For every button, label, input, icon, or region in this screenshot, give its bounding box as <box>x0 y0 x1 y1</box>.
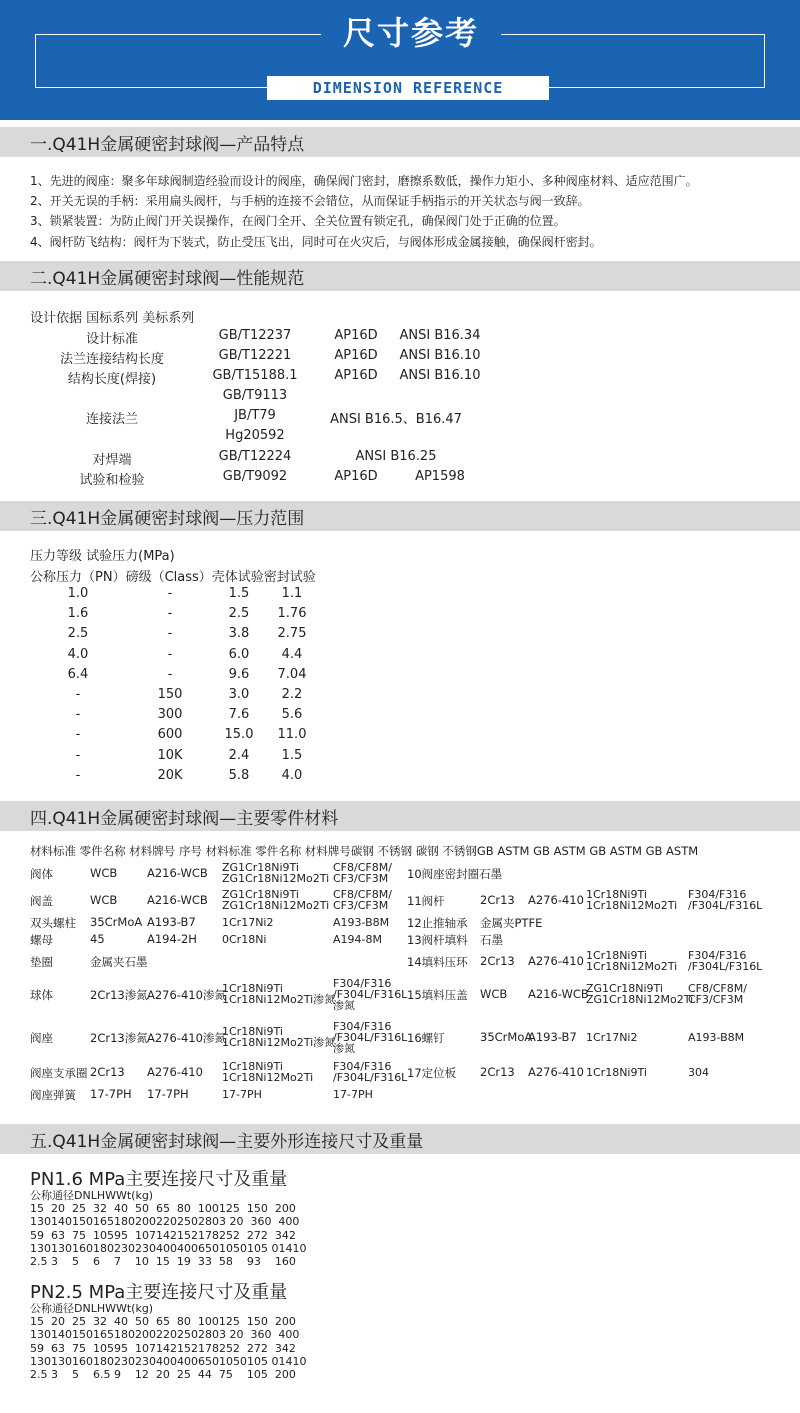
spec-cell: 连接法兰 <box>85 412 138 427</box>
material-cell-line: F304/F316 <box>333 1019 392 1033</box>
dims-line: 1301401501651802002202502803 20 360 400 <box>30 1215 300 1229</box>
material-cell: 12止推轴承 <box>407 916 468 930</box>
material-cell: 球体 <box>30 988 53 1002</box>
material-cell-line: CF8/CF8M/ <box>333 861 392 874</box>
spec-cell: AP16D <box>334 348 378 363</box>
material-cell: A193-B7 <box>528 1030 577 1044</box>
material-cell-line: ZG1Cr18Ni12Mo2Ti <box>222 899 330 912</box>
pressure-cell: 300 <box>157 707 183 723</box>
dims-title-pn25: PN2.5 MPa主要连接尺寸及重量 <box>30 1282 288 1303</box>
spec-cell: GB/T12224 <box>218 449 292 464</box>
section-bar-pressure <box>0 501 800 531</box>
material-cell: 双头螺柱 <box>30 916 76 930</box>
dims-line: 公称通径DNLHWWt(kg) <box>30 1189 154 1202</box>
material-cell: 2Cr13渗氮 <box>90 1031 148 1045</box>
pressure-header-2: 公称压力（PN）磅级（Class）壳体试验密封试验 <box>30 570 316 585</box>
material-cell-line: /F304L/F316L <box>688 960 763 973</box>
spec-cell: GB/T9092 <box>222 469 288 484</box>
spec-cell: AP16D <box>334 469 378 484</box>
material-cell: 金属夹PTFE <box>480 916 543 930</box>
pressure-cell: 2.75 <box>277 626 307 642</box>
material-cell-line: 渗氮 <box>333 998 355 1012</box>
material-cell: A194-2H <box>147 932 197 946</box>
material-cell-line: /F304L/F316L <box>688 899 763 912</box>
material-cell-line: 1Cr17Ni2 <box>222 915 274 929</box>
material-cell: 金属夹石墨 <box>90 955 148 969</box>
material-cell-line: 1Cr18Ni12Mo2Ti <box>586 960 678 973</box>
dims-line: 15 20 25 32 40 50 65 80 100125 150 200 <box>30 1202 296 1216</box>
material-cell: A276-410渗氮 <box>147 1031 226 1045</box>
dims-line: 公称通径DNLHWWt(kg) <box>30 1302 154 1315</box>
material-cell-line: A193-B8M <box>333 915 390 929</box>
pressure-cell: 2.4 <box>228 747 250 763</box>
pressure-cell: 1.1 <box>281 586 303 601</box>
dims-line: 2.5 3 5 6 7 10 15 19 33 58 93 160 <box>30 1255 296 1268</box>
material-cell: 螺母 <box>30 933 53 947</box>
material-cell: WCB <box>90 866 118 880</box>
spec-cell: 法兰连接结构长度 <box>59 352 164 367</box>
spec-cell: GB/T9113 <box>222 388 288 403</box>
dims-line: 59 63 75 10595 107142152178252 272 342 <box>30 1341 296 1355</box>
dims-line: 2.5 3 5 6.5 9 12 20 25 44 75 105 200 <box>30 1368 296 1381</box>
spec-cell: AP16D <box>334 368 378 383</box>
materials-header: 材料标准 零件名称 材料牌号 序号 材料标准 零件名称 材料牌号碳钢 不锈钢 碳钢 不锈钢GB ASTM GB ASTM GB ASTM GB ASTM <box>30 844 699 858</box>
pressure-cell: 6.0 <box>228 646 250 662</box>
material-cell: 15填料压盖 <box>407 988 468 1002</box>
pressure-cell: 1.0 <box>67 586 89 601</box>
material-cell-line: 1Cr17Ni2 <box>586 1030 638 1044</box>
pressure-cell: 9.6 <box>228 666 250 682</box>
material-cell: 阀座 <box>30 1031 53 1045</box>
material-cell: 14填料压环 <box>407 955 468 969</box>
spec-cell: ANSI B16.10 <box>399 348 481 363</box>
material-cell: A216-WCB <box>528 987 589 1001</box>
material-cell: 13阀杆填料 <box>407 933 468 947</box>
material-cell: 17-7PH <box>90 1087 132 1101</box>
material-cell-line: ZG1Cr18Ni9Ti <box>222 861 299 874</box>
banner-frame-line-left <box>35 34 321 35</box>
spec-cell: AP1598 <box>415 469 465 484</box>
pressure-cell: 1.6 <box>67 606 89 622</box>
material-cell-line: F304/F316 <box>333 1060 392 1073</box>
pressure-cell: - <box>167 586 173 601</box>
pressure-cell: 4.0 <box>281 767 303 783</box>
pressure-cell: 3.8 <box>228 626 250 642</box>
dims-line: 59 63 75 10595 107142152178252 272 342 <box>30 1228 296 1242</box>
pressure-cell: 2.5 <box>228 606 250 622</box>
material-cell-line: 304 <box>688 1065 709 1079</box>
material-cell-line: CF3/CF3M <box>333 899 389 912</box>
section-bar-dimensions <box>0 1124 800 1154</box>
pressure-cell: 3.0 <box>228 687 250 702</box>
feature-line: 2、开关无误的手柄：采用扁头阀杆，与手柄的连接不会错位，从而保证手柄指示的开关状态与阀一致辞。 <box>30 194 590 208</box>
material-cell-line: /F304L/F316L <box>333 1071 408 1084</box>
section-title: 三.Q41H金属硬密封球阀—压力范围 <box>30 509 305 529</box>
banner-title: 尺寸参考 <box>342 14 479 52</box>
pressure-cell: 600 <box>157 727 183 743</box>
material-cell-line: 1Cr18Ni12Mo2Ti渗氮 <box>222 1036 336 1049</box>
pressure-cell: - <box>167 666 173 682</box>
dims-line: 1301401501651802002202502803 20 360 400 <box>30 1328 300 1342</box>
spec-cell: GB/T12221 <box>218 348 292 363</box>
pressure-cell: 20K <box>157 767 183 783</box>
material-cell-line: 17-7PH <box>222 1087 262 1101</box>
feature-line: 3、锁紧装置：为防止阀门开关误操作，在阀门全开、全关位置有锁定孔，确保阀门处于正确的位置。 <box>30 214 566 228</box>
spec-header: 设计依据 国标系列 美标系列 <box>30 311 195 326</box>
material-cell: 17-7PH <box>147 1087 189 1101</box>
dims-line: 15 20 25 32 40 50 65 80 100125 150 200 <box>30 1315 296 1329</box>
material-cell: 阀座弹簧 <box>30 1088 76 1102</box>
spec-cell: GB/T15188.1 <box>212 368 298 383</box>
material-cell: 17定位板 <box>407 1066 457 1080</box>
spec-cell: 试验和检验 <box>79 473 145 488</box>
material-cell: 阀体 <box>30 867 53 881</box>
material-cell: 2Cr13渗氮 <box>90 988 148 1002</box>
material-cell-line: 17-7PH <box>333 1087 373 1101</box>
material-cell-line: 1Cr18Ni9Ti <box>586 1065 647 1079</box>
pressure-cell: - <box>75 767 81 783</box>
material-cell-line: CF8/CF8M/ <box>333 888 392 901</box>
material-cell-line: F304/F316 <box>333 976 392 990</box>
spec-cell: 对焊端 <box>92 453 132 468</box>
pressure-cell: 7.04 <box>277 666 307 682</box>
material-cell-line: 0Cr18Ni <box>222 932 267 946</box>
material-cell-line: ZG1Cr18Ni9Ti <box>586 982 663 995</box>
material-cell: A193-B7 <box>147 915 196 929</box>
pressure-header-1: 压力等级 试验压力(MPa) <box>30 549 175 564</box>
header-banner <box>0 0 800 120</box>
pressure-cell: 150 <box>157 687 183 702</box>
spec-cell: AP16D <box>334 328 378 343</box>
material-cell: 2Cr13 <box>480 1065 515 1079</box>
material-cell-line: /F304L/F316L <box>333 1030 408 1044</box>
pressure-cell: 4.4 <box>281 646 303 662</box>
material-cell-line: 1Cr18Ni9Ti <box>222 982 283 995</box>
pressure-cell: 5.8 <box>228 767 250 783</box>
material-cell-line: 渗氮 <box>333 1041 355 1055</box>
spec-cell: GB/T12237 <box>218 328 292 343</box>
material-cell: A276-410 <box>528 954 584 968</box>
spec-cell: Hg20592 <box>225 428 285 443</box>
feature-line: 4、阀杆防飞结构：阀杆为下装式，防止受压飞出，同时可在火灾后，与阀体形成金属接触，确保阀杆密封。 <box>30 235 602 249</box>
pressure-cell: 6.4 <box>67 666 89 682</box>
pressure-cell: - <box>167 606 173 622</box>
material-cell-line: A194-8M <box>333 932 382 946</box>
feature-line: 1、先进的阀座：聚多年球阀制造经验而设计的阀座，确保阀门密封，磨擦系数低，操作力矩小、多种阀座材料、适应范围广。 <box>30 174 698 188</box>
material-cell: A276-410 <box>528 893 584 907</box>
pressure-cell: 7.6 <box>228 707 250 723</box>
pressure-cell: - <box>167 626 173 642</box>
material-cell-line: 1Cr18Ni12Mo2Ti <box>586 899 678 912</box>
material-cell: WCB <box>480 987 508 1001</box>
material-cell-line: 1Cr18Ni9Ti <box>586 888 647 901</box>
material-cell-line: 1Cr18Ni9Ti <box>222 1025 283 1038</box>
spec-cell: ANSI B16.10 <box>399 368 481 383</box>
material-cell: A276-410 <box>147 1065 203 1079</box>
section-bar-materials <box>0 801 800 831</box>
material-cell-line: ZG1Cr18Ni12Mo2Ti <box>586 993 694 1006</box>
pressure-cell: 2.2 <box>281 687 303 702</box>
spec-cell: ANSI B16.5、B16.47 <box>330 412 462 427</box>
material-cell-line: /F304L/F316L <box>333 987 408 1001</box>
material-cell: 10阀座密封圈石墨 <box>407 867 503 881</box>
pressure-cell: - <box>75 707 81 723</box>
pressure-cell: 2.5 <box>67 626 89 642</box>
material-cell: A276-410渗氮 <box>147 988 226 1002</box>
pressure-cell: 1.5 <box>281 747 303 763</box>
section-title: 一.Q41H金属硬密封球阀—产品特点 <box>30 135 305 155</box>
pressure-cell: 5.6 <box>281 707 303 723</box>
material-cell-line: CF8/CF8M/ <box>688 982 747 995</box>
material-cell: 2Cr13 <box>90 1065 125 1079</box>
spec-cell: ANSI B16.25 <box>355 449 437 464</box>
pressure-cell: - <box>75 687 81 702</box>
material-cell: A276-410 <box>528 1065 584 1079</box>
material-cell: 阀盖 <box>30 894 53 908</box>
spec-cell: ANSI B16.34 <box>399 328 481 343</box>
pressure-cell: - <box>167 646 173 662</box>
material-cell: 45 <box>90 932 105 946</box>
pressure-cell: 10K <box>157 747 183 763</box>
material-cell: 2Cr13 <box>480 893 515 907</box>
section-bar-spec <box>0 261 800 291</box>
pressure-cell: - <box>75 727 81 743</box>
pressure-cell: 4.0 <box>67 646 89 662</box>
material-cell-line: F304/F316 <box>688 949 747 962</box>
section-title: 二.Q41H金属硬密封球阀—性能规范 <box>30 269 305 289</box>
material-cell: A216-WCB <box>147 893 208 907</box>
pressure-cell: 1.5 <box>228 586 250 601</box>
dims-line: 1301301601802302304004006501050105 01410 <box>30 1354 307 1368</box>
material-cell: 2Cr13 <box>480 954 515 968</box>
material-cell-line: ZG1Cr18Ni12Mo2Ti <box>222 872 330 885</box>
material-cell: 35CrMoA <box>90 915 143 929</box>
section-title: 四.Q41H金属硬密封球阀—主要零件材料 <box>30 809 339 829</box>
banner-frame-line-right <box>501 34 765 35</box>
material-cell-line: 1Cr18Ni9Ti <box>586 949 647 962</box>
pressure-cell: - <box>75 747 81 763</box>
material-cell-line: F304/F316 <box>688 888 747 901</box>
pressure-cell: 11.0 <box>277 727 307 743</box>
dims-title-pn16: PN1.6 MPa主要连接尺寸及重量 <box>30 1169 288 1190</box>
material-cell-line: 1Cr18Ni9Ti <box>222 1060 283 1073</box>
material-cell: 11阀杆 <box>407 894 445 908</box>
material-cell: 16螺钉 <box>407 1031 445 1045</box>
pressure-cell: 1.76 <box>277 606 307 622</box>
material-cell-line: CF3/CF3M <box>333 872 389 885</box>
section-title: 五.Q41H金属硬密封球阀—主要外形连接尺寸及重量 <box>30 1132 424 1152</box>
material-cell: 35CrMoA <box>480 1030 533 1044</box>
material-cell: 垫圈 <box>30 955 53 969</box>
material-cell: WCB <box>90 893 118 907</box>
material-cell-line: 1Cr18Ni12Mo2Ti渗氮 <box>222 993 336 1006</box>
material-cell-line: CF3/CF3M <box>688 993 744 1006</box>
material-cell: 阀座支承圈 <box>30 1066 88 1080</box>
banner-subtitle: DIMENSION REFERENCE <box>267 76 549 100</box>
material-cell-line: A193-B8M <box>688 1030 745 1044</box>
material-cell-line: 1Cr18Ni12Mo2Ti <box>222 1071 314 1084</box>
material-cell: 石墨 <box>480 933 503 947</box>
dims-line: 1301301601802302304004006501050105 01410 <box>30 1241 307 1255</box>
pressure-cell: 15.0 <box>224 727 254 743</box>
material-cell: A216-WCB <box>147 866 208 880</box>
section-bar-features <box>0 127 800 157</box>
material-cell-line: ZG1Cr18Ni9Ti <box>222 888 299 901</box>
spec-cell: 结构长度(焊接) <box>67 372 157 387</box>
spec-cell: JB/T79 <box>234 408 276 423</box>
spec-cell: 设计标准 <box>85 332 138 347</box>
